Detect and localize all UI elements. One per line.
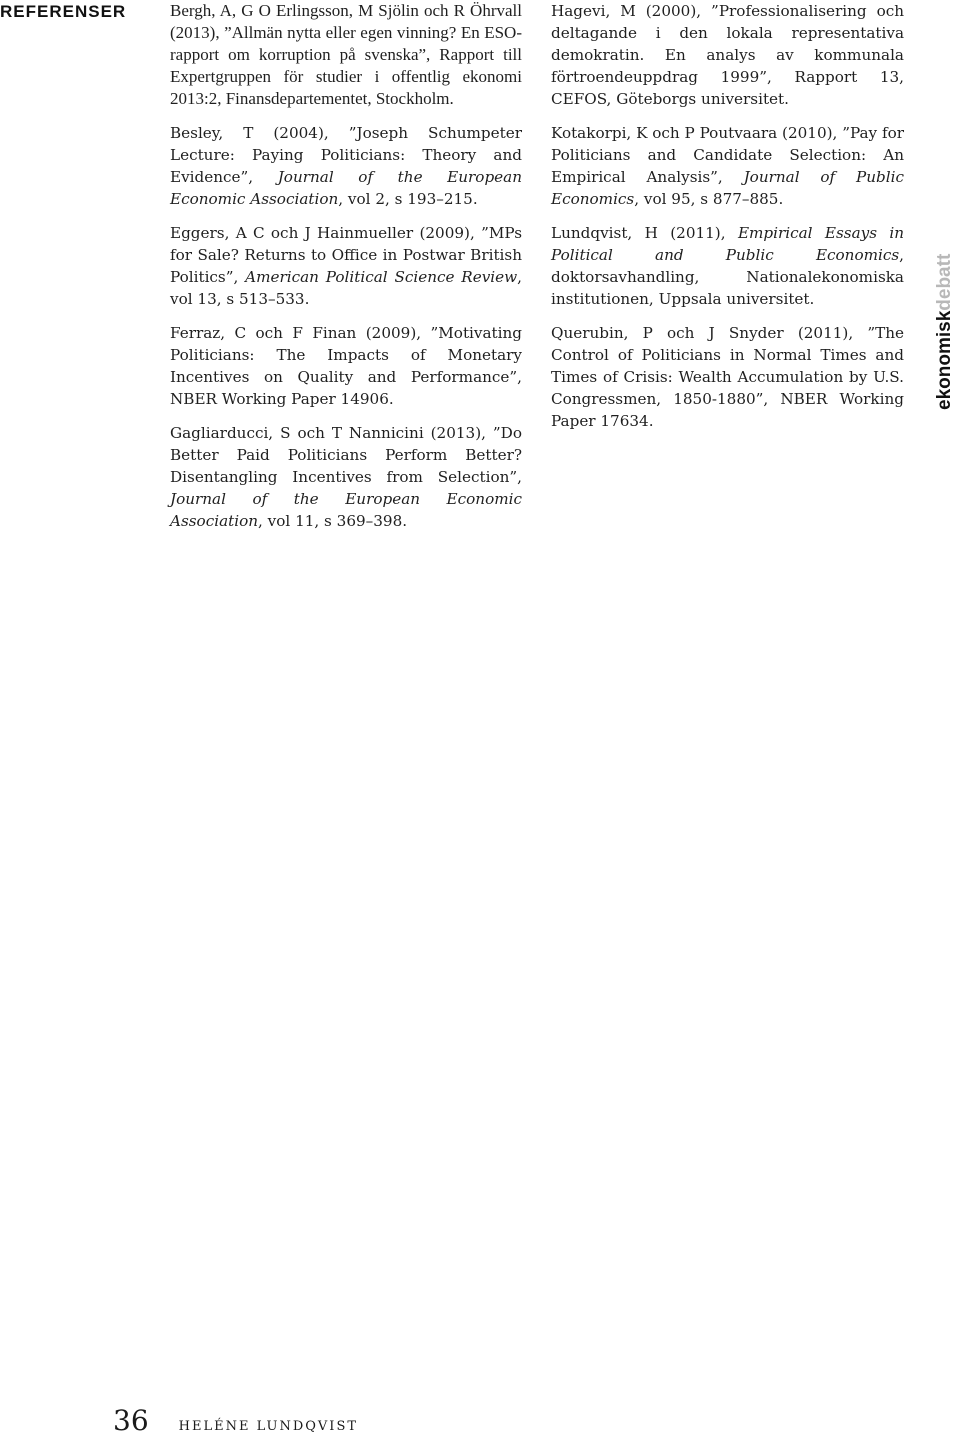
reference-item bbox=[170, 322, 522, 410]
reference-text: , vol 11, s 369–398. bbox=[258, 512, 408, 530]
reference-item bbox=[170, 222, 522, 310]
reference-text: , vol 13, s 513–533. bbox=[170, 268, 522, 308]
reference-item bbox=[170, 0, 522, 110]
reference-column-left bbox=[170, 0, 522, 544]
reference-text: Lundqvist, H (2011), bbox=[551, 224, 738, 242]
reference-text: Bergh, A, G O Erlingsson, M Sjölin och R Öhrvall (2013), ”Allmän nytta eller egen vinning? En ESO-rapport om korruption på svenska”, Rapport till Expertgruppen för studier i offentlig ekonomi 2013:2, Finansdepartementet, Stockholm. bbox=[170, 1, 522, 108]
reference-item bbox=[170, 122, 522, 210]
page-footer bbox=[113, 1404, 358, 1444]
reference-item bbox=[551, 322, 904, 432]
brand-logo-part2: debatt bbox=[934, 253, 955, 311]
reference-text: , vol 2, s 193–215. bbox=[338, 190, 478, 208]
brand-logo-part1: ekonomisk bbox=[934, 310, 955, 410]
reference-journal: Journal of Public Economics bbox=[551, 168, 904, 208]
reference-text: Querubin, P och J Snyder (2011), ”The Control of Politicians in Normal Times and Times of Crisis: Wealth Accumulation by U.S. Congressmen, 1850-1880”, NBER Working Paper 17634. bbox=[551, 324, 904, 430]
reference-book-title: Empirical Essays in Political and Public Economics bbox=[551, 224, 905, 264]
reference-journal: American Political Science Review bbox=[245, 268, 518, 286]
reference-item bbox=[551, 122, 904, 210]
reference-text: Ferraz, C och F Finan (2009), ”Motivating Politicians: The Impacts of Monetary Incentives on Quality and Performance”, NBER Working Paper 14906. bbox=[170, 324, 522, 408]
reference-journal: Journal of the European Economic Association bbox=[170, 168, 522, 208]
reference-text: Eggers, A C och J Hainmueller (2009), ”MPs for Sale? Returns to Office in Postwar British Politics”, bbox=[170, 224, 522, 286]
reference-text: Gagliarducci, S och T Nannicini (2013), ”Do Better Paid Politicians Perform Better? Disentangling Incentives from Selection”, bbox=[170, 424, 522, 486]
page-number: 36 bbox=[113, 1404, 149, 1437]
reference-text: Besley, T (2004), ”Joseph Schumpeter Lecture: Paying Politicians: Theory and Evidence”, bbox=[170, 124, 522, 186]
reference-text: Hagevi, M (2000), ”Professionalisering och deltagande i den lokala representativa demokratin. En analys av kommunala förtroendeuppdrag 1999”, Rapport 13, CEFOS, Göteborgs universitet. bbox=[551, 2, 904, 108]
reference-text: , doktorsavhandling, Nationalekonomiska institutionen, Uppsala universitet. bbox=[551, 246, 904, 308]
reference-text: , vol 95, s 877–885. bbox=[634, 190, 784, 208]
reference-column-right bbox=[551, 0, 904, 444]
reference-item bbox=[551, 0, 904, 110]
section-heading: REFERENSER bbox=[0, 2, 127, 21]
reference-item bbox=[551, 222, 904, 310]
reference-journal: Journal of the European Economic Association bbox=[170, 490, 522, 530]
reference-item bbox=[170, 422, 522, 532]
journal-brand-logo bbox=[930, 252, 960, 412]
reference-text: Kotakorpi, K och P Poutvaara (2010), ”Pay for Politicians and Candidate Selection: An Empirical Analysis”, bbox=[551, 124, 904, 186]
footer-author: HELÉNE LUNDQVIST bbox=[178, 1419, 359, 1434]
